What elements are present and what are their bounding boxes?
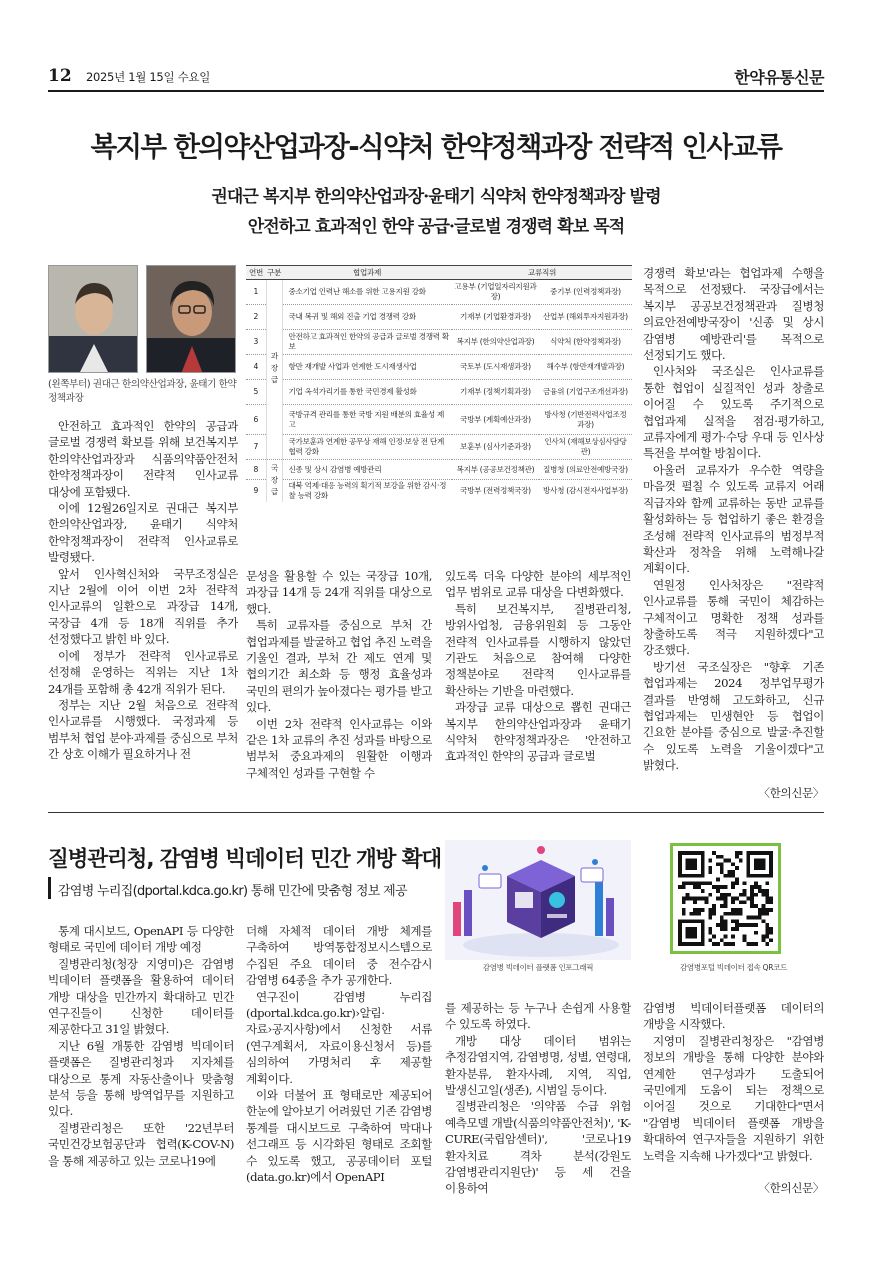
- paragraph: 개방 대상 데이터 범위는 추정감염지역, 감염병명, 성별, 연령대, 환자분류, 환자사례, 지역, 직업, 발생신고일(생존), 시범일 등이다.: [445, 1033, 631, 1098]
- article1-column-3: [445, 568, 631, 801]
- paragraph: 질병관리청은 또한 '22년부터 국민건강보험공단과 협력(K-COV-N)을 통해 제공하고 있는 코로나19에: [48, 1120, 234, 1168]
- qr-caption: 감염병포털 빅데이터 접속 QR코드: [679, 963, 788, 972]
- article2-subhead-bar: [48, 877, 51, 899]
- row-number: 2: [246, 305, 266, 330]
- paragraph: 감염병 빅데이터플랫폼 데이터의 개방을 시작했다.: [643, 1001, 824, 1032]
- paragraph: 연원정 인사처장은 "전략적 인사교류를 통해 국민이 체감하는 구체적이고 명확한 정책 성과를 창출하도록 적극 지원하겠다"고 강조했다.: [643, 577, 824, 658]
- article1-column-2: [246, 568, 432, 801]
- exchange-position-b: 방사청 (감시전자사업부장): [539, 480, 632, 503]
- table-row: [246, 435, 632, 460]
- exchange-position-a: 국방부 (전력정책국장): [452, 480, 539, 503]
- exchange-position-a: 기재부 (정책기획과장): [452, 380, 539, 405]
- row-number: 3: [246, 330, 266, 355]
- exchange-position-a: 고용부 (기업일자리지원과장): [452, 280, 539, 305]
- exchange-position-a: 국방부 (계획예산과장): [452, 405, 539, 435]
- paragraph: 이에 12월26일지로 권대근 복지부 한의약산업과장, 윤태기 식약처 한약정책과장이 전략적 인사교류로 발령됐다.: [48, 501, 238, 565]
- paragraph: 경쟁력 확보'라는 협업과제 수행을 목적으로 선정됐다. 국장급에서는 복지부 공공보건정책관과 질병청 의료안전예방국장이 '신종 및 상시 감염병 예방관리'를 목적으로 선정되기도 했다.: [643, 266, 824, 363]
- exchange-position-b: 방사청 (기반전력사업조정과장): [539, 405, 632, 435]
- issue-date: 2025년 1월 15일 수요일: [86, 70, 211, 84]
- row-number: 8: [246, 460, 266, 480]
- paragraph: 과장급 교류 대상으로 뽑힌 권대근 복지부 한의약산업과장과 윤태기 식약처 한약정책과장은 '안전하고 효과적인 한약의 공급과 글로벌: [445, 700, 631, 764]
- paragraph: 있도록 더욱 다양한 분야의 세부적인 업무 범위로 교류 대상을 다변화했다.: [445, 569, 631, 600]
- exchange-position-b: 질병청 (의료안전예방국장): [539, 460, 632, 480]
- table-header-task: 협업과제: [282, 266, 452, 280]
- qr-code[interactable]: [670, 843, 781, 954]
- row-number: 1: [246, 280, 266, 305]
- paragraph: 통계 대시보드, OpenAPI 등 다양한 형태로 국민에 데이터 개방 예정: [48, 924, 234, 955]
- paragraph: 방기선 국조실장은 "향후 기존 협업과제는 2024 정부업무평가 결과를 반영해 고도화하고, 신규 협업과제는 민생현안 등 협업이 긴요한 분야를 중심으로 발굴·추진할 수 있도록 노력을 기울이겠다"고 밝혔다.: [643, 659, 824, 773]
- photo-kwon-daegeun: [48, 265, 138, 373]
- exchange-position-a: 복지부 (공공보건정책관): [452, 460, 539, 480]
- table-row: [246, 330, 632, 355]
- photo-yoon-taegi: [146, 265, 236, 373]
- row-group-label: 국장급: [266, 460, 282, 503]
- collab-task: 중소기업 인력난 해소를 위한 고용지원 강화: [282, 280, 452, 305]
- infographic-caption: 감염병 빅데이터 플랫폼 인포그래픽: [482, 963, 594, 972]
- collab-task: 신종 및 상시 감염병 예방관리: [282, 460, 452, 480]
- row-group-label: 과장급: [266, 280, 282, 460]
- article2-column-1: [48, 923, 234, 1198]
- paragraph: 안전하고 효과적인 한약의 공급과 글로벌 경쟁력 확보를 위해 보건복지부 한의약산업과장과 식품의약품안전처 한약정책과장이 전략적 인사교류 대상에 포함됐다.: [48, 419, 238, 499]
- collab-task: 기업 옥석가리기를 통한 국민경제 활성화: [282, 380, 452, 405]
- exchange-position-a: 기재부 (기업환경과장): [452, 305, 539, 330]
- row-number: 7: [246, 435, 266, 460]
- collab-task: 국방규격 관리를 통한 국방 지원 배분의 효율성 제고: [282, 405, 452, 435]
- page-number: 12: [48, 66, 72, 86]
- row-number: 6: [246, 405, 266, 435]
- paragraph: 지영미 질병관리청장은 "감염병 정보의 개방을 통해 다양한 분야와 연계한 연구성과가 도출되어 국민에게 도움이 되는 정책으로 이어질 것으로 기대한다"면서 "감염병 빅데이터 플랫폼 개방을 확대하여 연구자들을 지원하기 위한 노력을 지속해 나가겠다"고 밝혔다.: [643, 1033, 824, 1163]
- collab-task: 국가보훈과 연계한 공무상 재해 인정·보상 전 단계 협력 강화: [282, 435, 452, 460]
- paragraph: 앞서 인사혁신처와 국무조정실은 지난 2월에 이어 이번 2차 전략적 인사교류의 일환으로 과장급 14개, 국장급 4개 등 18개 직위를 추가 선정했다고 밝힌 바 있다.: [48, 566, 238, 647]
- exchange-position-b: 금융위 (기업구조개선과장): [539, 380, 632, 405]
- row-number: 9: [246, 480, 266, 503]
- paragraph: 지난 6월 개통한 감염병 빅데이터 플랫폼은 질병관리청과 지자체를 대상으로 통계 자동산출이나 맞춤형 분석 등을 통해 방역업무를 지원하고 있다.: [48, 1038, 234, 1119]
- article1-subhead-line1: 권대근 복지부 한의약산업과장·윤태기 식약처 한약정책과장 발령: [211, 187, 661, 207]
- paragraph: 문성을 활용할 수 있는 국장급 10개, 과장급 14개 등 24개 직위를 대상으로 했다.: [246, 569, 432, 616]
- paragraph: 이와 더불어 표 형태로만 제공되어 한눈에 알아보기 어려웠던 기존 감염병 통계를 대시보드로 구축하여 막대나 선그래프 등 시각화된 형태로 조회할 수 있도록 했고, 공공데이터 포털(data.go.kr)에서 OpenAPI: [246, 1088, 432, 1185]
- table-row: [246, 480, 632, 503]
- article2-headline: 질병관리청, 감염병 빅데이터 민간 개방 확대: [48, 847, 442, 872]
- article1-credit: 〈한의신문〉: [758, 786, 824, 800]
- paragraph: 정부는 지난 2월 처음으로 전략적 인사교류를 시행했다. 국정과제 등 범부처 협업 분야·과제를 중심으로 부처 간 상호 이해가 필요하거나 전: [48, 697, 238, 762]
- article1-column-4: [643, 265, 824, 785]
- article-separator: [48, 812, 824, 813]
- exchange-positions-table: [246, 265, 632, 502]
- photo-caption: (왼쪽부터) 권대근 한의약산업과장, 윤태기 한약정책과장: [48, 379, 237, 404]
- page-header: [48, 64, 824, 90]
- table-header-group: 구분: [266, 266, 282, 280]
- row-number: 4: [246, 355, 266, 380]
- paragraph: 아울러 교류자가 우수한 역량을 마음껏 펼칠 수 있도록 교류지 어래 직급자와 함께 교류하는 동반 교류를 활성화하는 등 협업하기 좋은 환경을 조성해 전략적 인사교류의 범정부적 확산과 정착을 위해 노력해나갈 계획이다.: [643, 462, 824, 576]
- paragraph: 더해 자체적 데이터 개방 체계를 구축하여 방역통합정보시스템으로 수집된 주요 데이터 중 전수감시 감염병 64종을 추가 공개한다.: [246, 924, 432, 988]
- article2-credit: 〈한의신문〉: [758, 1181, 824, 1195]
- exchange-position-a: 보훈부 (심사기준과장): [452, 435, 539, 460]
- article2-column-2: [246, 923, 432, 1198]
- article2-column-3: [445, 1000, 631, 1198]
- paragraph: 질병관리청(청장 지영미)은 감염병 빅데이터 플랫폼을 활용하여 데이터 개방 대상을 민간까지 확대하고 민간 연구진들이 신청한 데이터를 제공한다고 31일 밝혔다.: [48, 956, 234, 1037]
- paragraph: 질병관리청은 '의약품 수급 위험 예측모델 개발(식품의약품안전처)', 'K-CURE(국립암센터)', '코로나19 환자치료 격차 분석(강원도 감염병관리지원단)' 등 세 건을 이용하여: [445, 1099, 631, 1196]
- exchange-position-b: 중기부 (인력정책과장): [539, 280, 632, 305]
- paragraph: 연구진이 감염병 누리집(dportal.kdca.go.kr)›알림·자료›공지사항)에서 신청한 서류(연구계획서, 자료이용신청서 등)를 심의하여 가명처리 후 제공할 계획이다.: [246, 989, 432, 1086]
- table-header-positions: 교류직위: [452, 266, 632, 280]
- paragraph: 이번 2차 전략적 인사교류는 이와 같은 1차 교류의 추진 성과를 바탕으로 범부처 중요과제의 원활한 이행과 구체적인 성과를 구현할 수: [246, 716, 432, 780]
- article1-subhead-line2: 안전하고 효과적인 한약 공급·글로벌 경쟁력 확보 목적: [247, 217, 625, 237]
- paragraph: 특히 교류자를 중심으로 부처 간 협업과제를 발굴하고 협업 추진 노력을 기울인 결과, 부처 간 제도 연계 및 협의기간 최소화 등 행정 효율성과 국민의 편의가 높아졌다는 평가를 받고 있다.: [246, 618, 432, 715]
- header-rule: [48, 90, 824, 92]
- table-row: [246, 280, 632, 305]
- exchange-position-a: 국토부 (도시재생과장): [452, 355, 539, 380]
- table-row: [246, 460, 632, 480]
- bigdata-infographic: [445, 840, 631, 960]
- collab-task: 항만 재개발 사업과 연계한 도시재생사업: [282, 355, 452, 380]
- paragraph: 인사처와 국조실은 인사교류를 통한 협업이 실질적인 성과 창출로 이어질 수 있도록 주기적으로 협업과제 실적을 점검·평가하고, 교류자에게 평가·수당 우대 등 인사상 특전을 부여할 방침이다.: [643, 364, 824, 461]
- exchange-position-b: 식약처 (한약정책과장): [539, 330, 632, 355]
- article1-column-1: [48, 418, 238, 801]
- exchange-position-b: 인사처 (재해보상심사담당관): [539, 435, 632, 460]
- paragraph: 특히 보건복지부, 질병관리청, 방위사업청, 금융위원회 등 그동안 전략적 인사교류를 시행하지 않았던 기관도 처음으로 참여해 다양한 정책분야로 전략적 인사교류를 확산하는 기반을 마련했다.: [445, 601, 631, 698]
- table-row: [246, 355, 632, 380]
- table-row: [246, 380, 632, 405]
- collab-task: 대북 억제·대응 능력의 획기적 보강을 위한 감시·정찰 능력 강화: [282, 480, 452, 503]
- collab-task: 안전하고 효과적인 한약의 공급과 글로벌 경쟁력 확보: [282, 330, 452, 355]
- article1-subhead: [48, 182, 824, 242]
- paragraph: 를 제공하는 등 누구나 손쉽게 사용할 수 있도록 하였다.: [445, 1001, 631, 1032]
- exchange-position-b: 해수부 (항만재개발과장): [539, 355, 632, 380]
- table-row: [246, 305, 632, 330]
- exchange-position-b: 산업부 (해외투자지원과장): [539, 305, 632, 330]
- table-header-no: 연번: [246, 266, 266, 280]
- article2-subhead: 감염병 누리집(dportal.kdca.go.kr) 통해 민간에 맞춤형 정보 제공: [58, 884, 407, 899]
- table-row: [246, 405, 632, 435]
- article1-headline: 복지부 한의약산업과장-식약처 한약정책과장 전략적 인사교류: [90, 131, 782, 163]
- paragraph: 이에 정부가 전략적 인사교류로 선정해 운영하는 직위는 지난 1차 24개를 포함해 총 42개 직위가 된다.: [48, 648, 238, 696]
- newspaper-logo: 한약유통신문: [734, 68, 824, 87]
- row-number: 5: [246, 380, 266, 405]
- collab-task: 국내 복귀 및 해외 진출 기업 경쟁력 강화: [282, 305, 452, 330]
- article2-column-4: [643, 1000, 824, 1180]
- exchange-position-a: 복지부 (한의약산업과장): [452, 330, 539, 355]
